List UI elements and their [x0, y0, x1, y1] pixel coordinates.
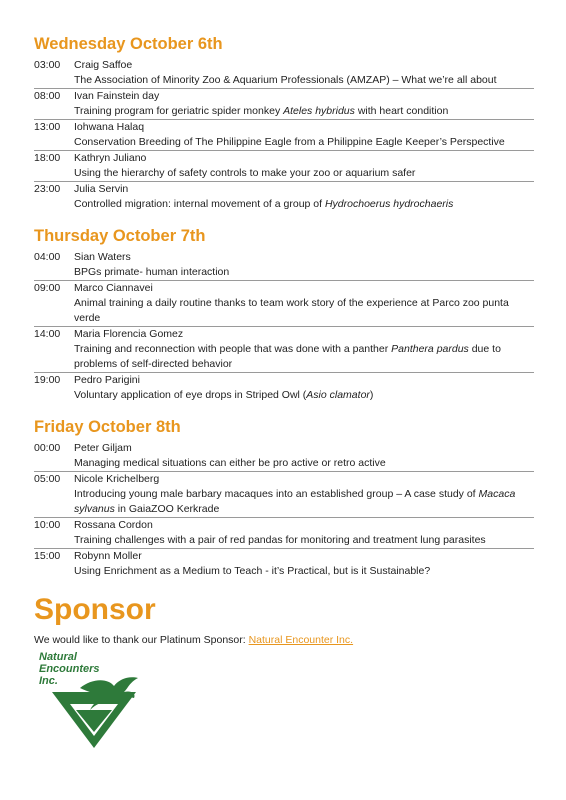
- session-time: 00:00: [34, 442, 61, 454]
- sponsor-link[interactable]: Natural Encounter Inc.: [248, 634, 354, 646]
- session-title-text: Training challenges with a pair of red pandas for monitoring and treatment lung parasites: [74, 534, 486, 546]
- session-speaker: Marco Ciannavei: [74, 282, 153, 294]
- session-time: 10:00: [34, 519, 61, 531]
- session-row: [34, 89, 534, 104]
- sponsor-thanks-text: We would like to thank our Platinum Sponsor:: [34, 634, 249, 646]
- session-row: [34, 281, 534, 296]
- session-title: [34, 296, 534, 326]
- session-speaker: Pedro Parigini: [74, 374, 140, 386]
- session-title: [34, 533, 534, 548]
- logo-text-inc: Inc.: [39, 675, 58, 687]
- session-title: [34, 564, 534, 579]
- session-row: [34, 327, 534, 342]
- session-row: [34, 151, 534, 166]
- logo-text-natural: Natural: [39, 651, 77, 663]
- session-time: 14:00: [34, 328, 61, 340]
- session-title-text: The Association of Minority Zoo & Aquarium Professionals (AMZAP) – What we’re all about: [74, 74, 497, 86]
- session-title: [34, 456, 534, 471]
- session-title-text: Using Enrichment as a Medium to Teach - it’s Practical, but is it Sustainable?: [74, 565, 431, 577]
- session-title: [34, 265, 534, 280]
- session-speaker: Peter Giljam: [74, 442, 132, 454]
- session-title: [34, 166, 534, 181]
- session-title: [34, 342, 534, 372]
- session-time: 23:00: [34, 183, 61, 195]
- natural-encounters-logo: [36, 648, 140, 748]
- session-time: 19:00: [34, 374, 61, 386]
- session-speaker: Maria Florencia Gomez: [74, 328, 184, 340]
- species-name: Asio clamator: [306, 389, 370, 401]
- session-speaker: Julia Servin: [74, 183, 129, 195]
- session-row: [34, 58, 534, 73]
- session-time: 05:00: [34, 473, 61, 485]
- session-speaker: Craig Saffoe: [74, 59, 133, 71]
- session-title-text: Conservation Breeding of The Philippine Eagle from a Philippine Eagle Keeper’s Perspective: [74, 136, 505, 148]
- session-row: [34, 472, 534, 487]
- session-time: 03:00: [34, 59, 61, 71]
- session-time: 15:00: [34, 550, 61, 562]
- session-title-text: Animal training a daily routine thanks to team work story of the experience at Parco zoo punta verde: [74, 297, 509, 324]
- session-speaker: Kathryn Juliano: [74, 152, 147, 164]
- session-speaker: Nicole Krichelberg: [74, 473, 160, 485]
- session-row: [34, 250, 534, 265]
- session-speaker: Sian Waters: [74, 251, 131, 263]
- session-title-text: due to problems of self-directed behavior: [74, 343, 501, 370]
- session-row: [34, 182, 534, 197]
- logo-graphic: [36, 648, 140, 748]
- sponsor-heading: Sponsor: [34, 593, 156, 626]
- session-title-text: Controlled migration: internal movement of a group of: [74, 198, 325, 210]
- session-title: [34, 487, 534, 517]
- species-name: Hydrochoerus hydrochaeris: [324, 198, 454, 210]
- session-time: 18:00: [34, 152, 61, 164]
- session-title-text: in GaiaZOO Kerkrade: [114, 503, 220, 515]
- session-title-text: Managing medical situations can either be pro active or retro active: [74, 457, 386, 469]
- program-page: [34, 34, 534, 648]
- session-time: 04:00: [34, 251, 61, 263]
- session-row: [34, 120, 534, 135]
- session-title: [34, 197, 534, 212]
- session-title: [34, 135, 534, 150]
- session-time: 13:00: [34, 121, 61, 133]
- day-heading: Thursday October 7th: [34, 227, 206, 245]
- session-row: [34, 441, 534, 456]
- session-row: [34, 549, 534, 564]
- session-title: [34, 73, 534, 88]
- session-time: 08:00: [34, 90, 61, 102]
- session-title-text: with heart condition: [354, 105, 449, 117]
- logo-text-encounters: Encounters: [39, 663, 100, 675]
- session-title-text: ): [369, 389, 374, 401]
- day-heading: Wednesday October 6th: [34, 35, 223, 53]
- session-speaker: Rossana Cordon: [74, 519, 153, 531]
- session-title-text: BPGs primate- human interaction: [74, 266, 230, 278]
- session-title-text: Voluntary application of eye drops in Striped Owl (: [74, 389, 307, 401]
- session-speaker: Robynn Moller: [74, 550, 142, 562]
- sponsor-thanks: [34, 633, 534, 648]
- session-time: 09:00: [34, 282, 61, 294]
- species-name: Macaca sylvanus: [74, 488, 516, 515]
- session-speaker: Ivan Fainstein day: [74, 90, 160, 102]
- species-name: Ateles hybridus: [283, 105, 355, 117]
- species-name: Panthera pardus: [391, 343, 469, 355]
- session-title: [34, 104, 534, 119]
- session-row: [34, 373, 534, 388]
- session-row: [34, 518, 534, 533]
- session-title-text: Training and reconnection with people that was done with a panther: [74, 343, 392, 355]
- session-title-text: Introducing young male barbary macaques into an established group – A case study of: [74, 488, 479, 500]
- session-title-text: Using the hierarchy of safety controls to make your zoo or aquarium safer: [74, 167, 416, 179]
- session-speaker: Iohwana Halaq: [74, 121, 145, 133]
- session-title: [34, 388, 534, 403]
- day-heading: Friday October 8th: [34, 418, 181, 436]
- session-title-text: Training program for geriatric spider monkey: [74, 105, 284, 117]
